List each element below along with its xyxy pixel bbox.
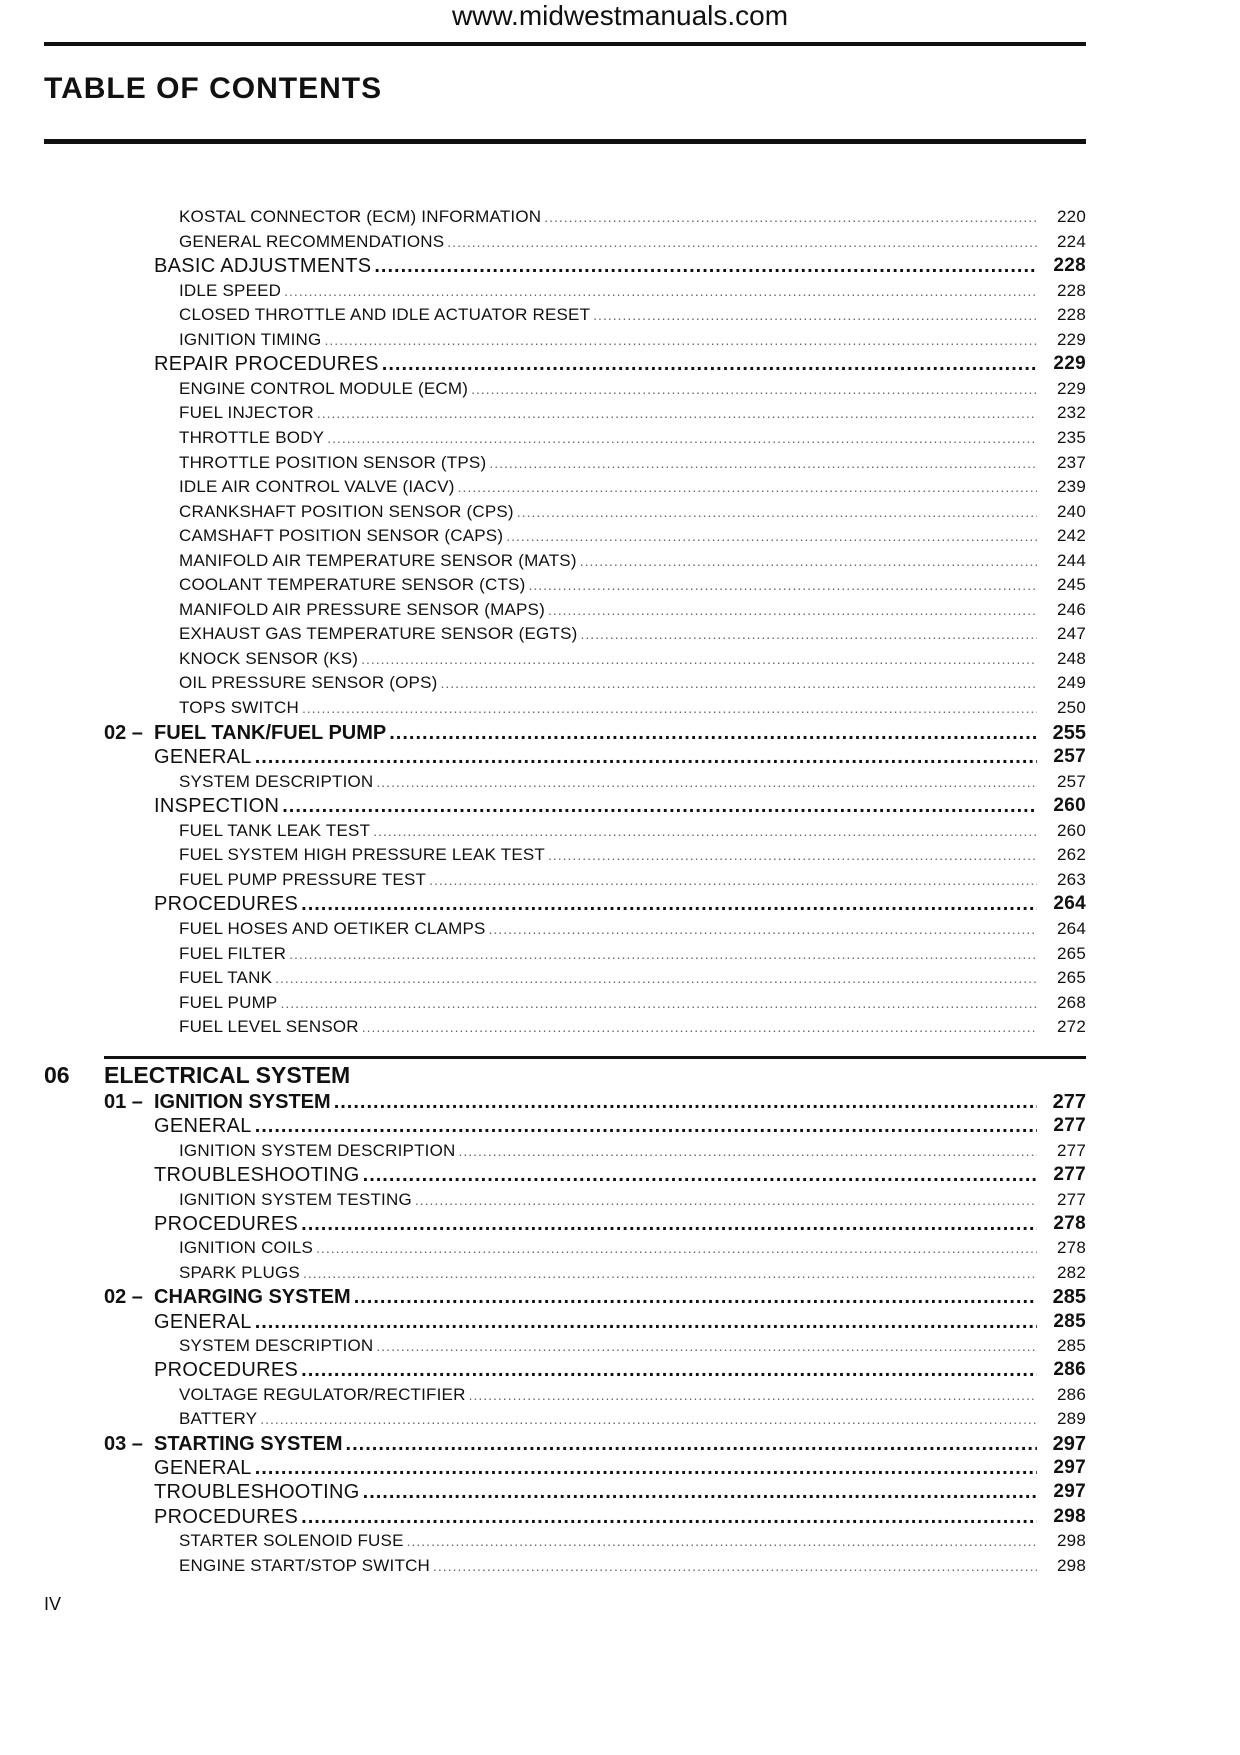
toc-entry xyxy=(0,1261,1240,1285)
dot-leader xyxy=(471,377,1037,401)
section-heading xyxy=(0,1062,1240,1092)
toc-entry-leader xyxy=(179,647,1040,671)
toc-entry-title: FUEL TANK/FUEL PUMP xyxy=(154,721,387,744)
dot-leader xyxy=(489,917,1037,941)
dot-leader xyxy=(458,475,1037,499)
toc-entry-leader xyxy=(179,303,1040,327)
toc-entry-page: 228 xyxy=(1057,280,1086,300)
toc-entry xyxy=(0,426,1240,450)
toc-entry-page: 246 xyxy=(1057,599,1086,619)
toc-entry-title: THROTTLE BODY xyxy=(179,427,325,447)
page-number-footer: IV xyxy=(44,1594,62,1614)
toc-entry-page: 228 xyxy=(1057,305,1086,325)
toc-entry-leader xyxy=(179,1261,1040,1285)
toc-entry-page: 297 xyxy=(1053,1481,1086,1503)
toc-entry-title: TROUBLESHOOTING xyxy=(154,1164,360,1187)
dot-leader xyxy=(255,745,1037,769)
toc-entry-leader xyxy=(179,868,1040,892)
toc-entry-page: 278 xyxy=(1053,1213,1086,1234)
dot-leader xyxy=(275,966,1037,990)
toc-entry-leader xyxy=(179,622,1040,646)
toc-entry-page: 244 xyxy=(1057,550,1086,570)
toc-entry-title: GENERAL xyxy=(154,1310,252,1333)
toc-entry-title: IGNITION SYSTEM xyxy=(154,1091,331,1113)
toc-entry-title: GENERAL xyxy=(154,1115,252,1138)
section-title: ELECTRICAL SYSTEM xyxy=(104,1062,351,1088)
dot-leader xyxy=(327,426,1037,450)
toc-entry-page: 237 xyxy=(1057,452,1086,472)
toc-entry xyxy=(0,1505,1240,1529)
toc-entry-title: MANIFOLD AIR PRESSURE SENSOR (MAPS) xyxy=(179,599,545,619)
toc-entry-leader xyxy=(179,966,1040,990)
toc-entry xyxy=(0,328,1240,352)
toc-entry-page: 260 xyxy=(1057,820,1086,840)
dot-leader xyxy=(433,1554,1037,1578)
toc-entry xyxy=(0,254,1240,278)
toc-entry-leader xyxy=(179,573,1040,597)
toc-entry xyxy=(0,352,1240,376)
toc-entry xyxy=(0,843,1240,867)
toc-entry-leader xyxy=(104,1432,1040,1456)
toc-entry-page: 277 xyxy=(1057,1189,1086,1209)
toc-entry-page: 260 xyxy=(1053,795,1086,817)
dot-leader xyxy=(382,352,1037,376)
toc-entry xyxy=(0,745,1240,769)
toc-entry-title: ENGINE CONTROL MODULE (ECM) xyxy=(179,378,469,398)
toc-entry-leader xyxy=(179,770,1040,794)
dot-leader xyxy=(429,868,1037,892)
toc-entry-title: PROCEDURES xyxy=(154,1505,299,1528)
dot-leader xyxy=(458,1139,1037,1163)
toc-entry xyxy=(0,770,1240,794)
dot-leader xyxy=(334,1090,1037,1114)
toc-entry-leader xyxy=(179,1383,1040,1407)
toc-entry-page: 277 xyxy=(1057,1140,1086,1160)
toc-entry-leader xyxy=(179,451,1040,475)
toc-entry-page: 297 xyxy=(1052,1432,1086,1455)
toc-entry-leader xyxy=(179,696,1040,720)
toc-entry-title: FUEL INJECTOR xyxy=(179,403,314,423)
toc-entry-page: 278 xyxy=(1057,1238,1086,1258)
dot-leader xyxy=(301,1505,1037,1529)
toc-entry-leader xyxy=(179,1554,1040,1578)
dot-leader xyxy=(489,451,1037,475)
toc-entry-title: CAMSHAFT POSITION SENSOR (CAPS) xyxy=(179,526,504,546)
dot-leader xyxy=(376,770,1037,794)
toc-entry xyxy=(0,917,1240,941)
toc-entry-title: KNOCK SENSOR (KS) xyxy=(179,648,359,668)
toc-entry-title: STARTER SOLENOID FUSE xyxy=(179,1531,404,1551)
toc-entry-page: 268 xyxy=(1057,992,1086,1012)
toc-entry xyxy=(0,966,1240,990)
toc-entry-leader xyxy=(179,1015,1040,1039)
toc-entry xyxy=(0,721,1240,745)
toc-entry-page: 277 xyxy=(1053,1164,1086,1186)
toc-entry-leader xyxy=(179,549,1040,573)
toc-entry xyxy=(0,794,1240,818)
toc-entry xyxy=(0,303,1240,327)
dot-leader xyxy=(301,1358,1037,1382)
toc-entry xyxy=(0,549,1240,573)
toc-entry-title: CRANKSHAFT POSITION SENSOR (CPS) xyxy=(179,501,514,521)
toc-entry xyxy=(0,230,1240,254)
toc-entry-page: 257 xyxy=(1053,746,1086,768)
dot-leader xyxy=(528,573,1037,597)
toc-entry xyxy=(0,1163,1240,1187)
toc-entry-leader xyxy=(154,1358,1040,1382)
toc-entry-leader xyxy=(154,1480,1040,1504)
toc-entry xyxy=(0,524,1240,548)
toc-entry-title: TOPS SWITCH xyxy=(179,698,299,717)
toc-entry-leader xyxy=(104,721,1040,745)
title-rule xyxy=(44,139,1086,144)
toc-entry-page: 239 xyxy=(1057,477,1086,497)
toc-entry xyxy=(0,942,1240,966)
dot-leader xyxy=(302,696,1037,720)
toc-entry-title: FUEL PUMP PRESSURE TEST xyxy=(179,869,427,889)
watermark-url: www.midwestmanuals.com xyxy=(451,0,789,31)
toc-entry-page: 262 xyxy=(1057,845,1086,865)
toc-entry-page: 264 xyxy=(1057,918,1086,938)
toc-entry-leader xyxy=(179,1236,1040,1260)
dot-leader xyxy=(548,598,1037,622)
toc-entry-page: 257 xyxy=(1057,771,1086,791)
dot-leader xyxy=(282,794,1037,818)
dot-leader xyxy=(255,1114,1037,1138)
section-number: 06 xyxy=(44,1062,70,1088)
toc-entry-title: EXHAUST GAS TEMPERATURE SENSOR (EGTS) xyxy=(179,624,578,644)
toc-entry-title: FUEL TANK LEAK TEST xyxy=(179,820,371,840)
toc-entry-page: 242 xyxy=(1057,526,1086,546)
dot-leader xyxy=(517,500,1037,524)
toc-entry-page: 228 xyxy=(1053,255,1086,277)
toc-entry xyxy=(0,1480,1240,1504)
dot-leader xyxy=(469,1383,1037,1407)
toc-entry xyxy=(0,647,1240,671)
toc-entry-page: 285 xyxy=(1057,1336,1086,1355)
toc-entry-leader xyxy=(154,1163,1040,1187)
header-rule xyxy=(44,42,1086,46)
dot-leader xyxy=(284,279,1037,303)
toc-entry-leader xyxy=(154,794,1040,818)
toc-entry-page: 224 xyxy=(1057,231,1086,251)
dot-leader xyxy=(389,721,1037,745)
toc-entry-leader xyxy=(179,426,1040,450)
toc-entry xyxy=(0,1310,1240,1334)
toc-entry-title: FUEL LEVEL SENSOR xyxy=(179,1017,359,1037)
toc-entry-leader xyxy=(179,377,1040,401)
toc-entry xyxy=(0,1212,1240,1236)
toc-chapter-number: 01 – xyxy=(104,1091,143,1113)
toc-entry-title: CHARGING SYSTEM xyxy=(154,1286,351,1309)
toc-entry xyxy=(0,991,1240,1015)
toc-entry-leader xyxy=(179,230,1040,254)
toc-entry-title: GENERAL xyxy=(154,1457,252,1479)
toc-entry xyxy=(0,1529,1240,1553)
toc-entry-page: 272 xyxy=(1057,1017,1086,1037)
toc-entry-page: 247 xyxy=(1057,624,1086,644)
toc-entry-leader xyxy=(179,475,1040,499)
toc-entry-page: 285 xyxy=(1052,1286,1086,1309)
dot-leader xyxy=(317,401,1037,425)
toc-entry-page: 255 xyxy=(1052,721,1086,744)
dot-leader xyxy=(407,1529,1037,1553)
dot-leader xyxy=(255,1310,1037,1334)
dot-leader xyxy=(289,942,1037,966)
toc-entry-leader xyxy=(179,671,1040,695)
toc-entry-leader xyxy=(179,205,1040,229)
dot-leader xyxy=(280,991,1037,1015)
toc-entry-page: 220 xyxy=(1057,207,1086,226)
toc-entry-title: REPAIR PROCEDURES xyxy=(154,353,379,376)
toc-entry-page: 265 xyxy=(1057,943,1086,963)
toc-entry-leader xyxy=(104,1285,1040,1309)
toc-chapter-number: 02 – xyxy=(104,721,143,744)
toc-entry-title: VOLTAGE REGULATOR/RECTIFIER xyxy=(179,1384,466,1404)
toc-entry-title: BATTERY xyxy=(179,1409,258,1429)
toc-entry-title: IGNITION SYSTEM DESCRIPTION xyxy=(179,1140,456,1160)
toc-entry-page: 285 xyxy=(1053,1310,1086,1332)
dot-leader xyxy=(255,1456,1037,1480)
toc-entry-title: PROCEDURES xyxy=(154,1213,299,1235)
toc-entry xyxy=(0,868,1240,892)
dot-leader xyxy=(506,524,1037,548)
dot-leader xyxy=(548,843,1037,867)
toc-entry xyxy=(0,1554,1240,1578)
toc-entry-leader xyxy=(154,745,1040,769)
toc-entry-leader xyxy=(179,1407,1040,1431)
toc-entry-title: SPARK PLUGS xyxy=(179,1262,300,1282)
toc-entry-leader xyxy=(179,524,1040,548)
toc-entry-leader xyxy=(179,1188,1040,1212)
toc-entry xyxy=(0,1139,1240,1163)
toc-entry-title: FUEL SYSTEM HIGH PRESSURE LEAK TEST xyxy=(179,845,545,865)
toc-entry xyxy=(0,377,1240,401)
toc-entry xyxy=(0,1358,1240,1382)
dot-leader xyxy=(374,254,1037,278)
dot-leader xyxy=(301,892,1037,916)
toc-entry xyxy=(0,1285,1240,1309)
toc-entry xyxy=(0,819,1240,843)
toc-entry-title: SYSTEM DESCRIPTION xyxy=(179,1336,374,1355)
toc-entry-title: TROUBLESHOOTING xyxy=(154,1481,360,1504)
dot-leader xyxy=(544,205,1037,229)
toc-entry xyxy=(0,573,1240,597)
toc-entry xyxy=(0,1236,1240,1260)
toc-entry xyxy=(0,451,1240,475)
toc-entry-title: GENERAL RECOMMENDATIONS xyxy=(179,231,445,251)
dot-leader xyxy=(346,1432,1037,1456)
toc-entry-page: 264 xyxy=(1053,893,1086,915)
toc-entry xyxy=(0,1456,1240,1480)
dot-leader xyxy=(362,1015,1037,1039)
toc-entry-leader xyxy=(154,254,1040,278)
toc-entry-page: 245 xyxy=(1057,575,1086,595)
toc-entry-leader xyxy=(179,1334,1040,1358)
toc-entry xyxy=(0,1432,1240,1456)
dot-leader xyxy=(260,1407,1037,1431)
toc-entry-page: 286 xyxy=(1057,1384,1086,1404)
toc-entry xyxy=(0,1015,1240,1039)
toc-entry-leader xyxy=(179,942,1040,966)
toc-entry-page: 232 xyxy=(1057,403,1086,423)
toc-entry-leader xyxy=(179,1139,1040,1163)
section-rule xyxy=(104,1056,1086,1059)
toc-entry xyxy=(0,1090,1240,1114)
toc-entry xyxy=(0,1334,1240,1358)
toc-entry xyxy=(0,205,1240,229)
toc-entry-page: 298 xyxy=(1057,1555,1086,1575)
toc-entry-title: IGNITION TIMING xyxy=(179,329,322,349)
dot-leader xyxy=(324,328,1037,352)
toc-entry-page: 277 xyxy=(1052,1091,1086,1113)
toc-entry-page: 277 xyxy=(1053,1115,1086,1137)
toc-entry-leader xyxy=(154,1212,1040,1236)
toc-entry-page: 250 xyxy=(1057,698,1086,717)
toc-entry-title: COOLANT TEMPERATURE SENSOR (CTS) xyxy=(179,575,526,595)
toc-entry-title: FUEL PUMP xyxy=(179,992,278,1012)
toc-entry xyxy=(0,671,1240,695)
toc-entry-page: 265 xyxy=(1057,968,1086,988)
toc-entry-page: 282 xyxy=(1057,1262,1086,1282)
toc-entry-page: 229 xyxy=(1057,378,1086,398)
dot-leader xyxy=(363,1163,1037,1187)
toc-entry-leader xyxy=(154,352,1040,376)
dot-leader xyxy=(301,1212,1037,1236)
toc-entry-leader xyxy=(179,991,1040,1015)
toc-entry-leader xyxy=(179,1529,1040,1553)
toc-entry xyxy=(0,696,1240,720)
toc-entry-title: IGNITION SYSTEM TESTING xyxy=(179,1189,412,1209)
toc-chapter-number: 02 – xyxy=(104,1286,143,1309)
dot-leader xyxy=(303,1261,1037,1285)
toc-entry-page: 297 xyxy=(1053,1457,1086,1478)
toc-entry-title: PROCEDURES xyxy=(154,1359,299,1382)
toc-entry-leader xyxy=(154,1505,1040,1529)
toc-entry xyxy=(0,1407,1240,1431)
toc-entry-page: 298 xyxy=(1057,1531,1086,1551)
toc-entry-title: STARTING SYSTEM xyxy=(154,1432,343,1455)
toc-entry-page: 229 xyxy=(1057,329,1086,349)
toc-entry-leader xyxy=(179,279,1040,303)
dot-leader xyxy=(376,1334,1037,1358)
toc-entry-leader xyxy=(179,328,1040,352)
toc-entry-title: CLOSED THROTTLE AND IDLE ACTUATOR RESET xyxy=(179,305,591,325)
toc-entry xyxy=(0,475,1240,499)
toc-entry-title: IGNITION COILS xyxy=(179,1238,314,1258)
toc-entry-title: BASIC ADJUSTMENTS xyxy=(154,255,372,278)
toc-entry-title: THROTTLE POSITION SENSOR (TPS) xyxy=(179,452,487,472)
toc-entry-title: FUEL FILTER xyxy=(179,943,287,963)
toc-entry-title: ENGINE START/STOP SWITCH xyxy=(179,1555,431,1575)
toc-entry-page: 248 xyxy=(1057,648,1086,668)
dot-leader xyxy=(580,549,1037,573)
toc-entry-leader xyxy=(179,917,1040,941)
toc-entry-title: INSPECTION xyxy=(154,795,280,818)
dot-leader xyxy=(354,1285,1037,1309)
toc-entry xyxy=(0,622,1240,646)
toc-entry-title: MANIFOLD AIR TEMPERATURE SENSOR (MATS) xyxy=(179,550,577,570)
toc-entry xyxy=(0,1188,1240,1212)
dot-leader xyxy=(440,671,1037,695)
toc-entry-page: 240 xyxy=(1057,501,1086,521)
toc-entry-leader xyxy=(154,1456,1040,1480)
toc-entry-leader xyxy=(154,1114,1040,1138)
toc-entry-page: 298 xyxy=(1053,1505,1086,1527)
toc-entry-leader xyxy=(179,843,1040,867)
toc-entry-title: FUEL HOSES AND OETIKER CLAMPS xyxy=(179,918,486,938)
toc-entry xyxy=(0,500,1240,524)
dot-leader xyxy=(373,819,1037,843)
toc-entry-title: IDLE SPEED xyxy=(179,280,282,300)
toc-entry-page: 263 xyxy=(1057,869,1086,889)
page-title: TABLE OF CONTENTS xyxy=(44,72,383,105)
dot-leader xyxy=(415,1188,1037,1212)
toc-entry-title: OIL PRESSURE SENSOR (OPS) xyxy=(179,673,438,693)
toc-entry xyxy=(0,401,1240,425)
toc-entry-leader xyxy=(104,1090,1040,1114)
toc-entry-title: FUEL TANK xyxy=(179,968,273,988)
toc-entry-leader xyxy=(179,500,1040,524)
toc-entry xyxy=(0,1114,1240,1138)
dot-leader xyxy=(363,1480,1037,1504)
toc-entry-leader xyxy=(179,598,1040,622)
toc-entry-title: GENERAL xyxy=(154,746,252,769)
dot-leader xyxy=(316,1236,1037,1260)
toc-entry-leader xyxy=(179,819,1040,843)
toc-entry xyxy=(0,279,1240,303)
dot-leader xyxy=(580,622,1037,646)
toc-entry-title: IDLE AIR CONTROL VALVE (IACV) xyxy=(179,477,455,497)
toc-chapter-number: 03 – xyxy=(104,1432,143,1455)
toc-entry-page: 289 xyxy=(1057,1409,1086,1429)
toc-entry xyxy=(0,1383,1240,1407)
toc-entry xyxy=(0,892,1240,916)
toc-entry-title: PROCEDURES xyxy=(154,893,299,916)
toc-entry xyxy=(0,598,1240,622)
toc-entry-leader xyxy=(179,401,1040,425)
dot-leader xyxy=(447,230,1037,254)
toc-entry-page: 229 xyxy=(1053,353,1086,375)
toc-entry-title: KOSTAL CONNECTOR (ECM) INFORMATION xyxy=(179,207,542,226)
toc-entry-leader xyxy=(154,1310,1040,1334)
toc-entry-title: SYSTEM DESCRIPTION xyxy=(179,771,374,791)
toc-entry-leader xyxy=(154,892,1040,916)
toc-entry-page: 249 xyxy=(1057,673,1086,693)
dot-leader xyxy=(593,303,1037,327)
toc-entry-page: 235 xyxy=(1057,427,1086,447)
dot-leader xyxy=(361,647,1037,671)
toc-entry-page: 286 xyxy=(1053,1359,1086,1381)
